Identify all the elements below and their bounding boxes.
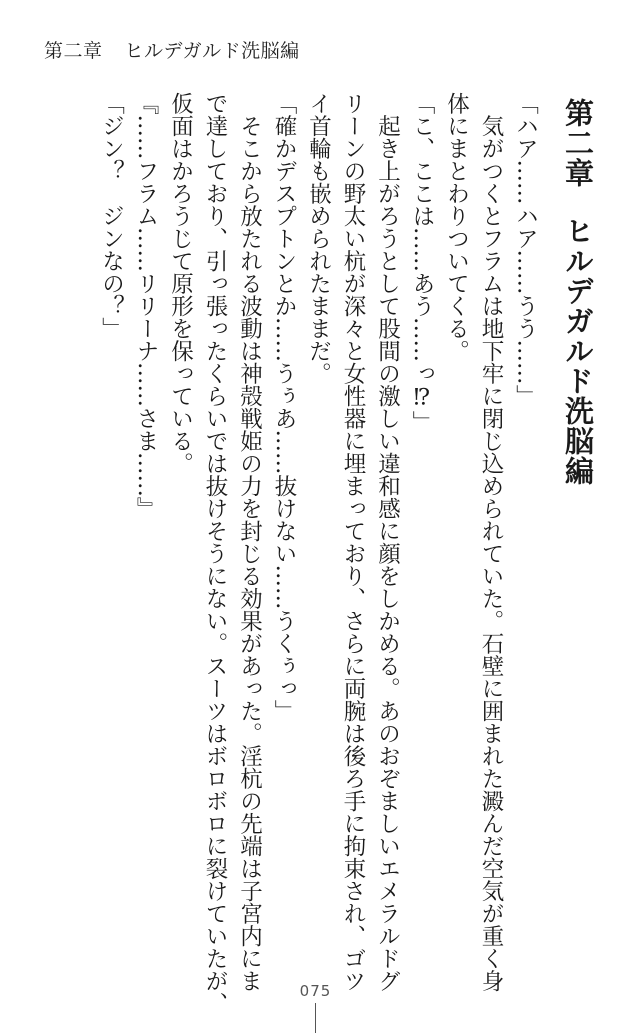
text-line: 「ジン？ ジンなの？」 [98,92,125,340]
chapter-heading-number: 第二章 [561,98,595,188]
text-line: 「確かデスプトンとか……うぅあ……抜けない……うくぅっ」 [271,92,297,722]
text-line: 仮面はかろうじて原形を保っている。 [167,92,194,475]
text-line: イ首輪も嵌められたままだ。 [305,92,332,385]
page-number-tick [315,1003,316,1033]
text-line: 「こ、ここは……あう……っ⁉」 [409,92,435,433]
text-line: 体にまとわりついてくる。 [443,92,470,362]
text-line: リーンの野太い杭が深々と女性器に埋まっており、さらに両腕は後ろ手に拘束され、ゴツ [340,92,366,992]
text-line: そこから放たれる波動は神殻戦姫の力を封じる効果があった。淫杭の先端は子宮内にま [236,92,263,992]
running-header [44,36,300,63]
page-number: 075 [299,982,332,1000]
chapter-heading [561,98,596,942]
chapter-heading-title: ヒルデガルド洗脳編 [561,216,595,486]
text-line: 『……フラム……リリーナ……さま……』 [133,92,159,520]
text-line: 気がつくとフラムは地下牢に閉じ込められていた。石壁に囲まれた澱んだ空気が重く身 [478,92,504,992]
header-title: ヒルデガルド洗脳編 [124,40,300,62]
text-line: で達しており、引っ張ったくらいでは抜けそうにない。スーツはボロボロに裂けていたが、 [202,92,228,1015]
text-line: 「ハア……ハア……うう……」 [512,92,539,407]
header-chapter: 第二章 [44,40,103,62]
text-line: 起き上がろうとして股間の激しい違和感に顔をしかめる。あのおぞましいエメラルドグ [374,92,401,992]
